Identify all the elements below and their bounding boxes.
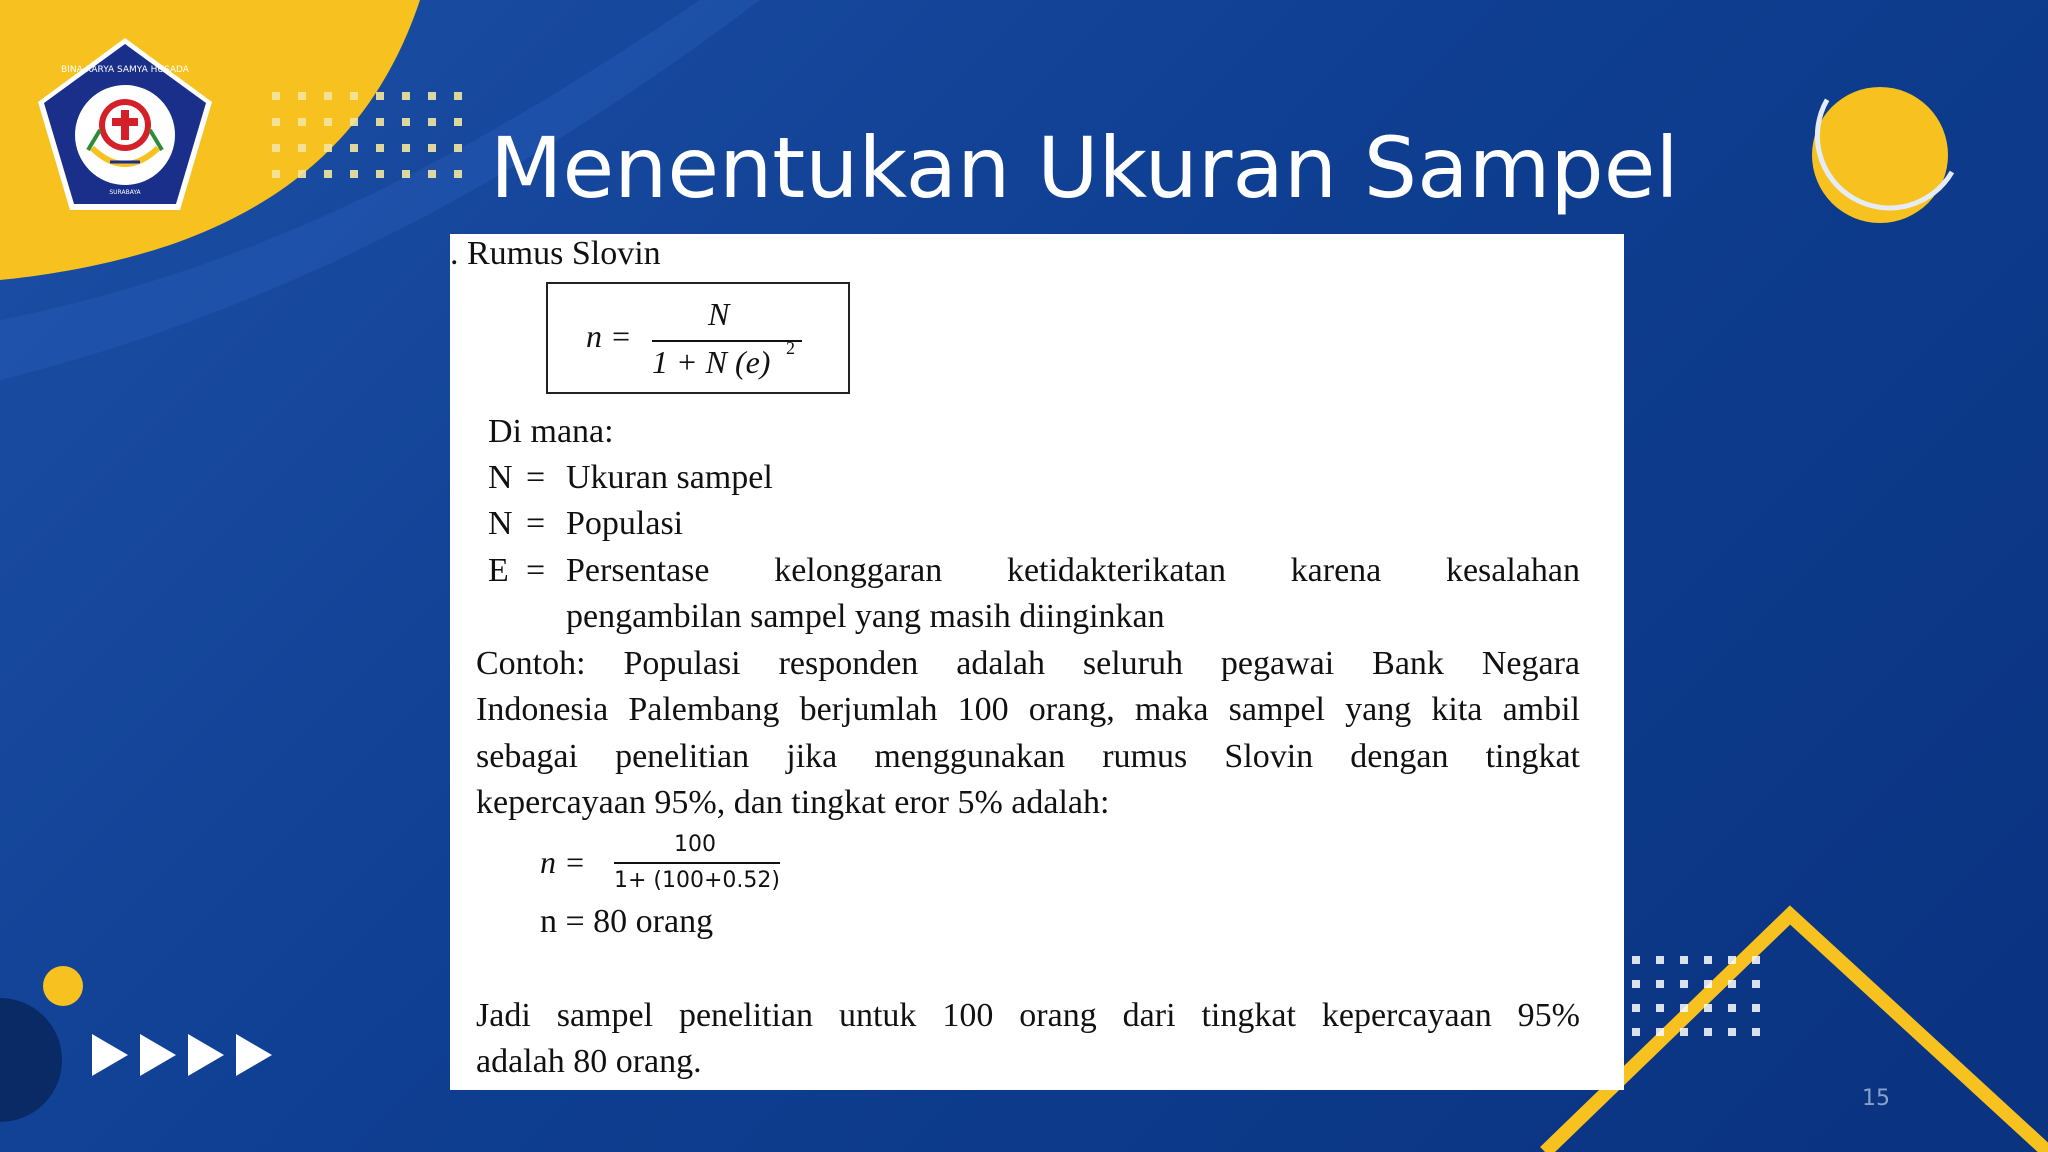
where-label: Di mana:: [488, 413, 614, 450]
calc-fraction-bar: [614, 862, 780, 864]
play-arrow-icon: [188, 1034, 224, 1076]
yellow-dot: [43, 966, 83, 1006]
definition-symbol: N: [488, 505, 513, 542]
definition-text: Ukuran sampel: [566, 459, 773, 496]
definition-text: Populasi: [566, 505, 684, 542]
definition-continuation: pengambilan sampel yang masih diinginkan: [566, 598, 1165, 635]
play-arrows: [92, 1034, 272, 1076]
sun-circle: [1812, 87, 1948, 223]
definition-symbol: E: [488, 552, 509, 589]
calc-result: n = 80 orang: [540, 903, 714, 940]
example-line: sebagai penelitian jika menggunakan rumus Slovin dengan tingkat: [476, 738, 1580, 775]
calc-denominator: 1+ (100+0.52): [614, 868, 780, 893]
play-arrow-icon: [92, 1034, 128, 1076]
play-arrow-icon: [236, 1034, 272, 1076]
institution-logo: [30, 30, 220, 220]
page-title: Menentukan Ukuran Sampel: [490, 119, 1679, 217]
example-line: Indonesia Palembang berjumlah 100 orang, maka sampel yang kita ambil: [476, 691, 1580, 728]
fraction-bar: [652, 340, 802, 342]
dark-circle-bottom-left: [0, 998, 62, 1122]
definition-equals: =: [526, 505, 546, 542]
play-arrow-icon: [140, 1034, 176, 1076]
document-image: [450, 234, 1624, 1090]
calc-numerator: 100: [674, 832, 716, 857]
formula-denominator: 1 + N (e): [652, 344, 771, 380]
conclusion-line: Jadi sampel penelitian untuk 100 orang dari tingkat kepercayaan 95%: [476, 997, 1580, 1034]
logo-arc-text: BINA KARYA SAMYA HUSADA: [61, 65, 189, 75]
logo-city-text: SURABAYA: [109, 189, 141, 196]
definition-symbol: N: [488, 459, 513, 496]
definition-equals: =: [526, 552, 546, 589]
definition-equals: =: [526, 459, 546, 496]
calc-lhs: n =: [540, 844, 586, 880]
definition-text: Persentase kelonggaran ketidakterikatan karena kesalahan: [566, 552, 1580, 589]
formula-exponent: 2: [786, 338, 795, 358]
formula-numerator: N: [708, 296, 730, 332]
page-number: 15: [1862, 1086, 1890, 1111]
section-heading: . Rumus Slovin: [450, 235, 661, 272]
example-line: kepercayaan 95%, dan tingkat eror 5% adalah:: [476, 784, 1110, 821]
slovin-formula-box: [546, 282, 850, 394]
formula-lhs: n =: [586, 318, 632, 354]
conclusion-line: adalah 80 orang.: [476, 1043, 702, 1080]
example-line: Contoh: Populasi responden adalah seluruh pegawai Bank Negara: [476, 645, 1580, 682]
